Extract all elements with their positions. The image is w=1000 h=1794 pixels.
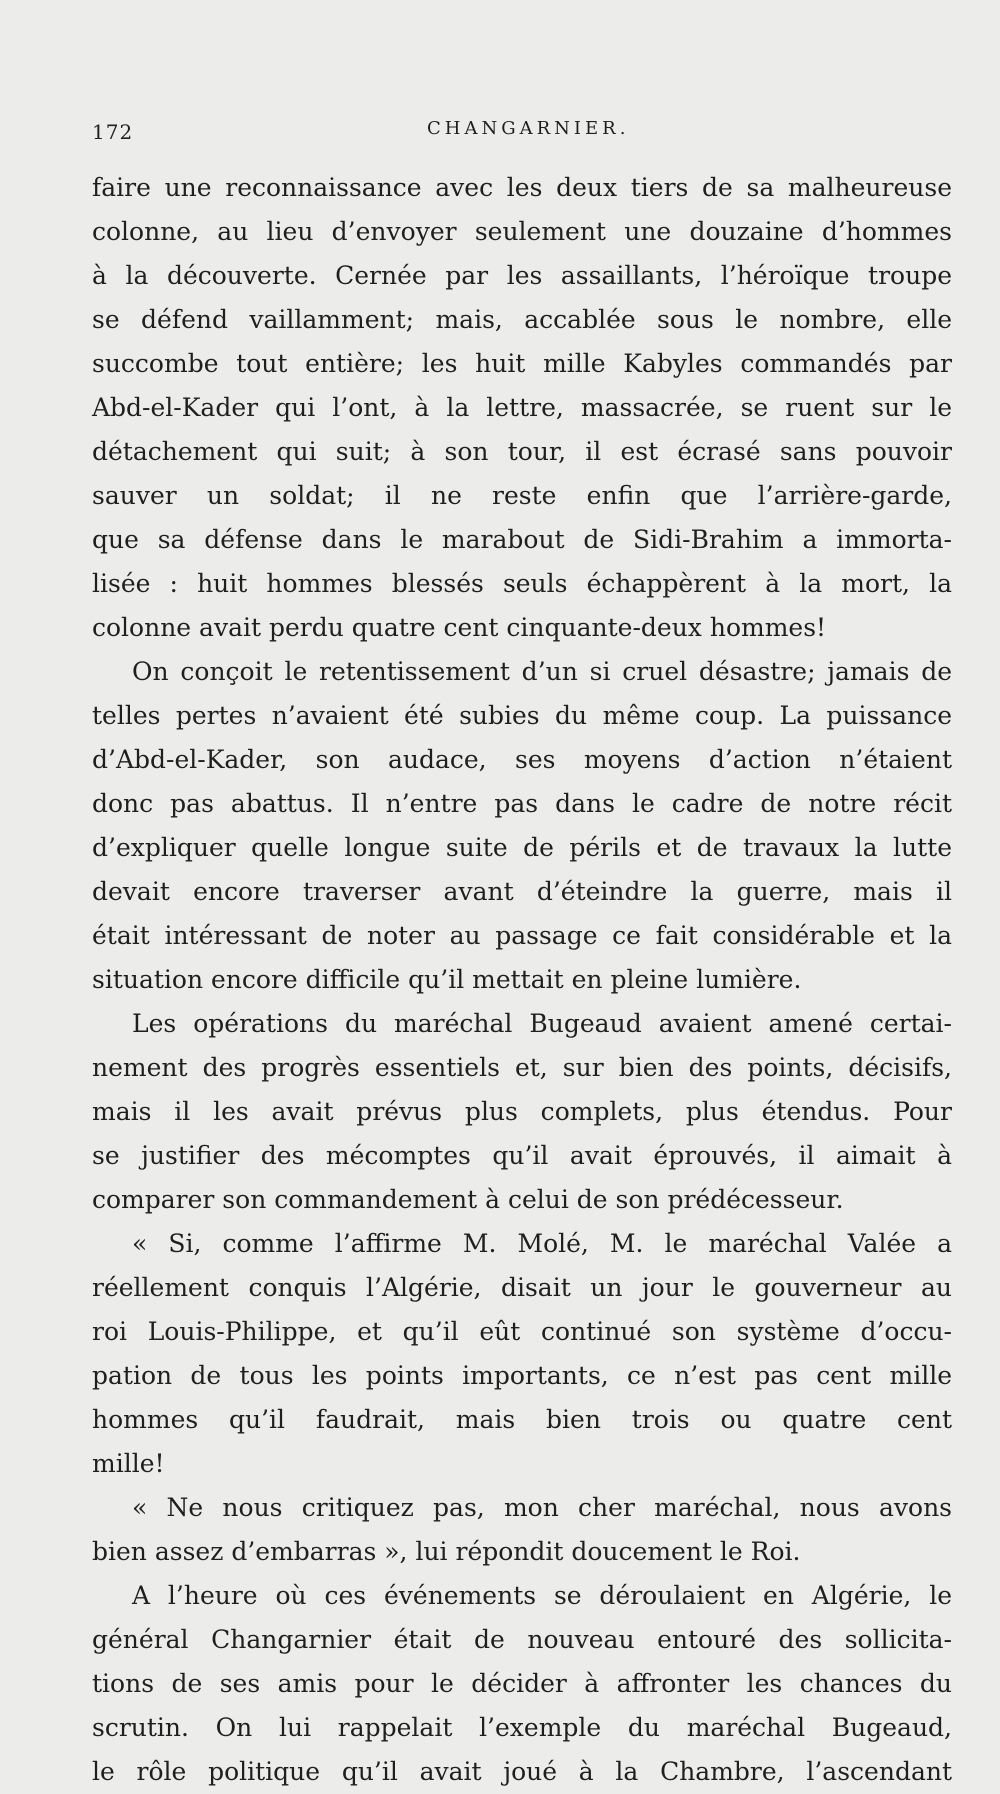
text-line: devait encore traverser avant d’éteindre la guerre, mais il (92, 877, 952, 906)
text-line: hommes qu’il faudrait, mais bien trois ou quatre cent (92, 1405, 952, 1434)
text-line: général Changarnier était de nouveau entouré des sollicita- (92, 1625, 952, 1654)
text-line: bien assez d’embarras », lui répondit doucement le Roi. (92, 1537, 801, 1566)
text-line: était intéressant de noter au passage ce fait considérable et la (92, 921, 952, 950)
text-line: d’expliquer quelle longue suite de périls et de travaux la lutte (92, 833, 952, 862)
text-line: se défend vaillamment; mais, accablée sous le nombre, elle (92, 305, 952, 334)
text-line: A l’heure où ces événements se déroulaient en Algérie, le (132, 1581, 952, 1610)
text-line: donc pas abattus. Il n’entre pas dans le cadre de notre récit (92, 789, 952, 818)
text-line: colonne, au lieu d’envoyer seulement une douzaine d’hommes (92, 217, 952, 246)
text-line: On conçoit le retentissement d’un si cruel désastre; jamais de (132, 657, 952, 686)
text-line: colonne avait perdu quatre cent cinquante-deux hommes! (92, 613, 827, 642)
text-line: roi Louis-Philippe, et qu’il eût continué son système d’occu- (92, 1317, 952, 1346)
text-line: lisée : huit hommes blessés seuls échappèrent à la mort, la (92, 569, 952, 598)
paragraph (92, 1486, 952, 1574)
paragraph (92, 650, 952, 1002)
paragraph (92, 1002, 952, 1222)
text-line: mais il les avait prévus plus complets, plus étendus. Pour (92, 1097, 952, 1126)
text-line: le rôle politique qu’il avait joué à la Chambre, l’ascendant (92, 1757, 952, 1786)
body-text (92, 166, 952, 1794)
text-line: tions de ses amis pour le décider à affronter les chances du (92, 1669, 952, 1698)
text-line: telles pertes n’avaient été subies du même coup. La puissance (92, 701, 952, 730)
running-title: CHANGARNIER. (427, 118, 630, 139)
running-header (92, 120, 952, 150)
paragraph (92, 166, 952, 650)
text-line: se justifier des mécomptes qu’il avait éprouvés, il aimait à (92, 1141, 952, 1170)
text-line: pation de tous les points importants, ce n’est pas cent mille (92, 1361, 952, 1390)
paragraph (92, 1574, 952, 1794)
text-line: comparer son commandement à celui de son prédécesseur. (92, 1185, 844, 1214)
text-line: nement des progrès essentiels et, sur bien des points, décisifs, (92, 1053, 952, 1082)
text-line: à la découverte. Cernée par les assaillants, l’héroïque troupe (92, 261, 952, 290)
page-number: 172 (92, 120, 134, 144)
text-line: d’Abd-el-Kader, son audace, ses moyens d’action n’étaient (92, 745, 952, 774)
text-line: faire une reconnaissance avec les deux tiers de sa malheureuse (92, 173, 952, 202)
text-line: Abd-el-Kader qui l’ont, à la lettre, massacrée, se ruent sur le (92, 393, 952, 422)
text-line: scrutin. On lui rappelait l’exemple du maréchal Bugeaud, (92, 1713, 952, 1742)
paragraph (92, 1222, 952, 1486)
text-line: mille! (92, 1449, 165, 1478)
text-line: détachement qui suit; à son tour, il est écrasé sans pouvoir (92, 437, 952, 466)
text-line: Les opérations du maréchal Bugeaud avaient amené certai- (132, 1009, 952, 1038)
text-line: « Ne nous critiquez pas, mon cher maréchal, nous avons (132, 1493, 952, 1522)
text-line: succombe tout entière; les huit mille Kabyles commandés par (92, 349, 952, 378)
text-line: « Si, comme l’affirme M. Molé, M. le maréchal Valée a (132, 1229, 952, 1258)
text-line: sauver un soldat; il ne reste enfin que l’arrière-garde, (92, 481, 952, 510)
text-line: que sa défense dans le marabout de Sidi-Brahim a immorta- (92, 525, 952, 554)
text-line: réellement conquis l’Algérie, disait un jour le gouverneur au (92, 1273, 952, 1302)
text-line: situation encore difficile qu’il mettait en pleine lumière. (92, 965, 802, 994)
